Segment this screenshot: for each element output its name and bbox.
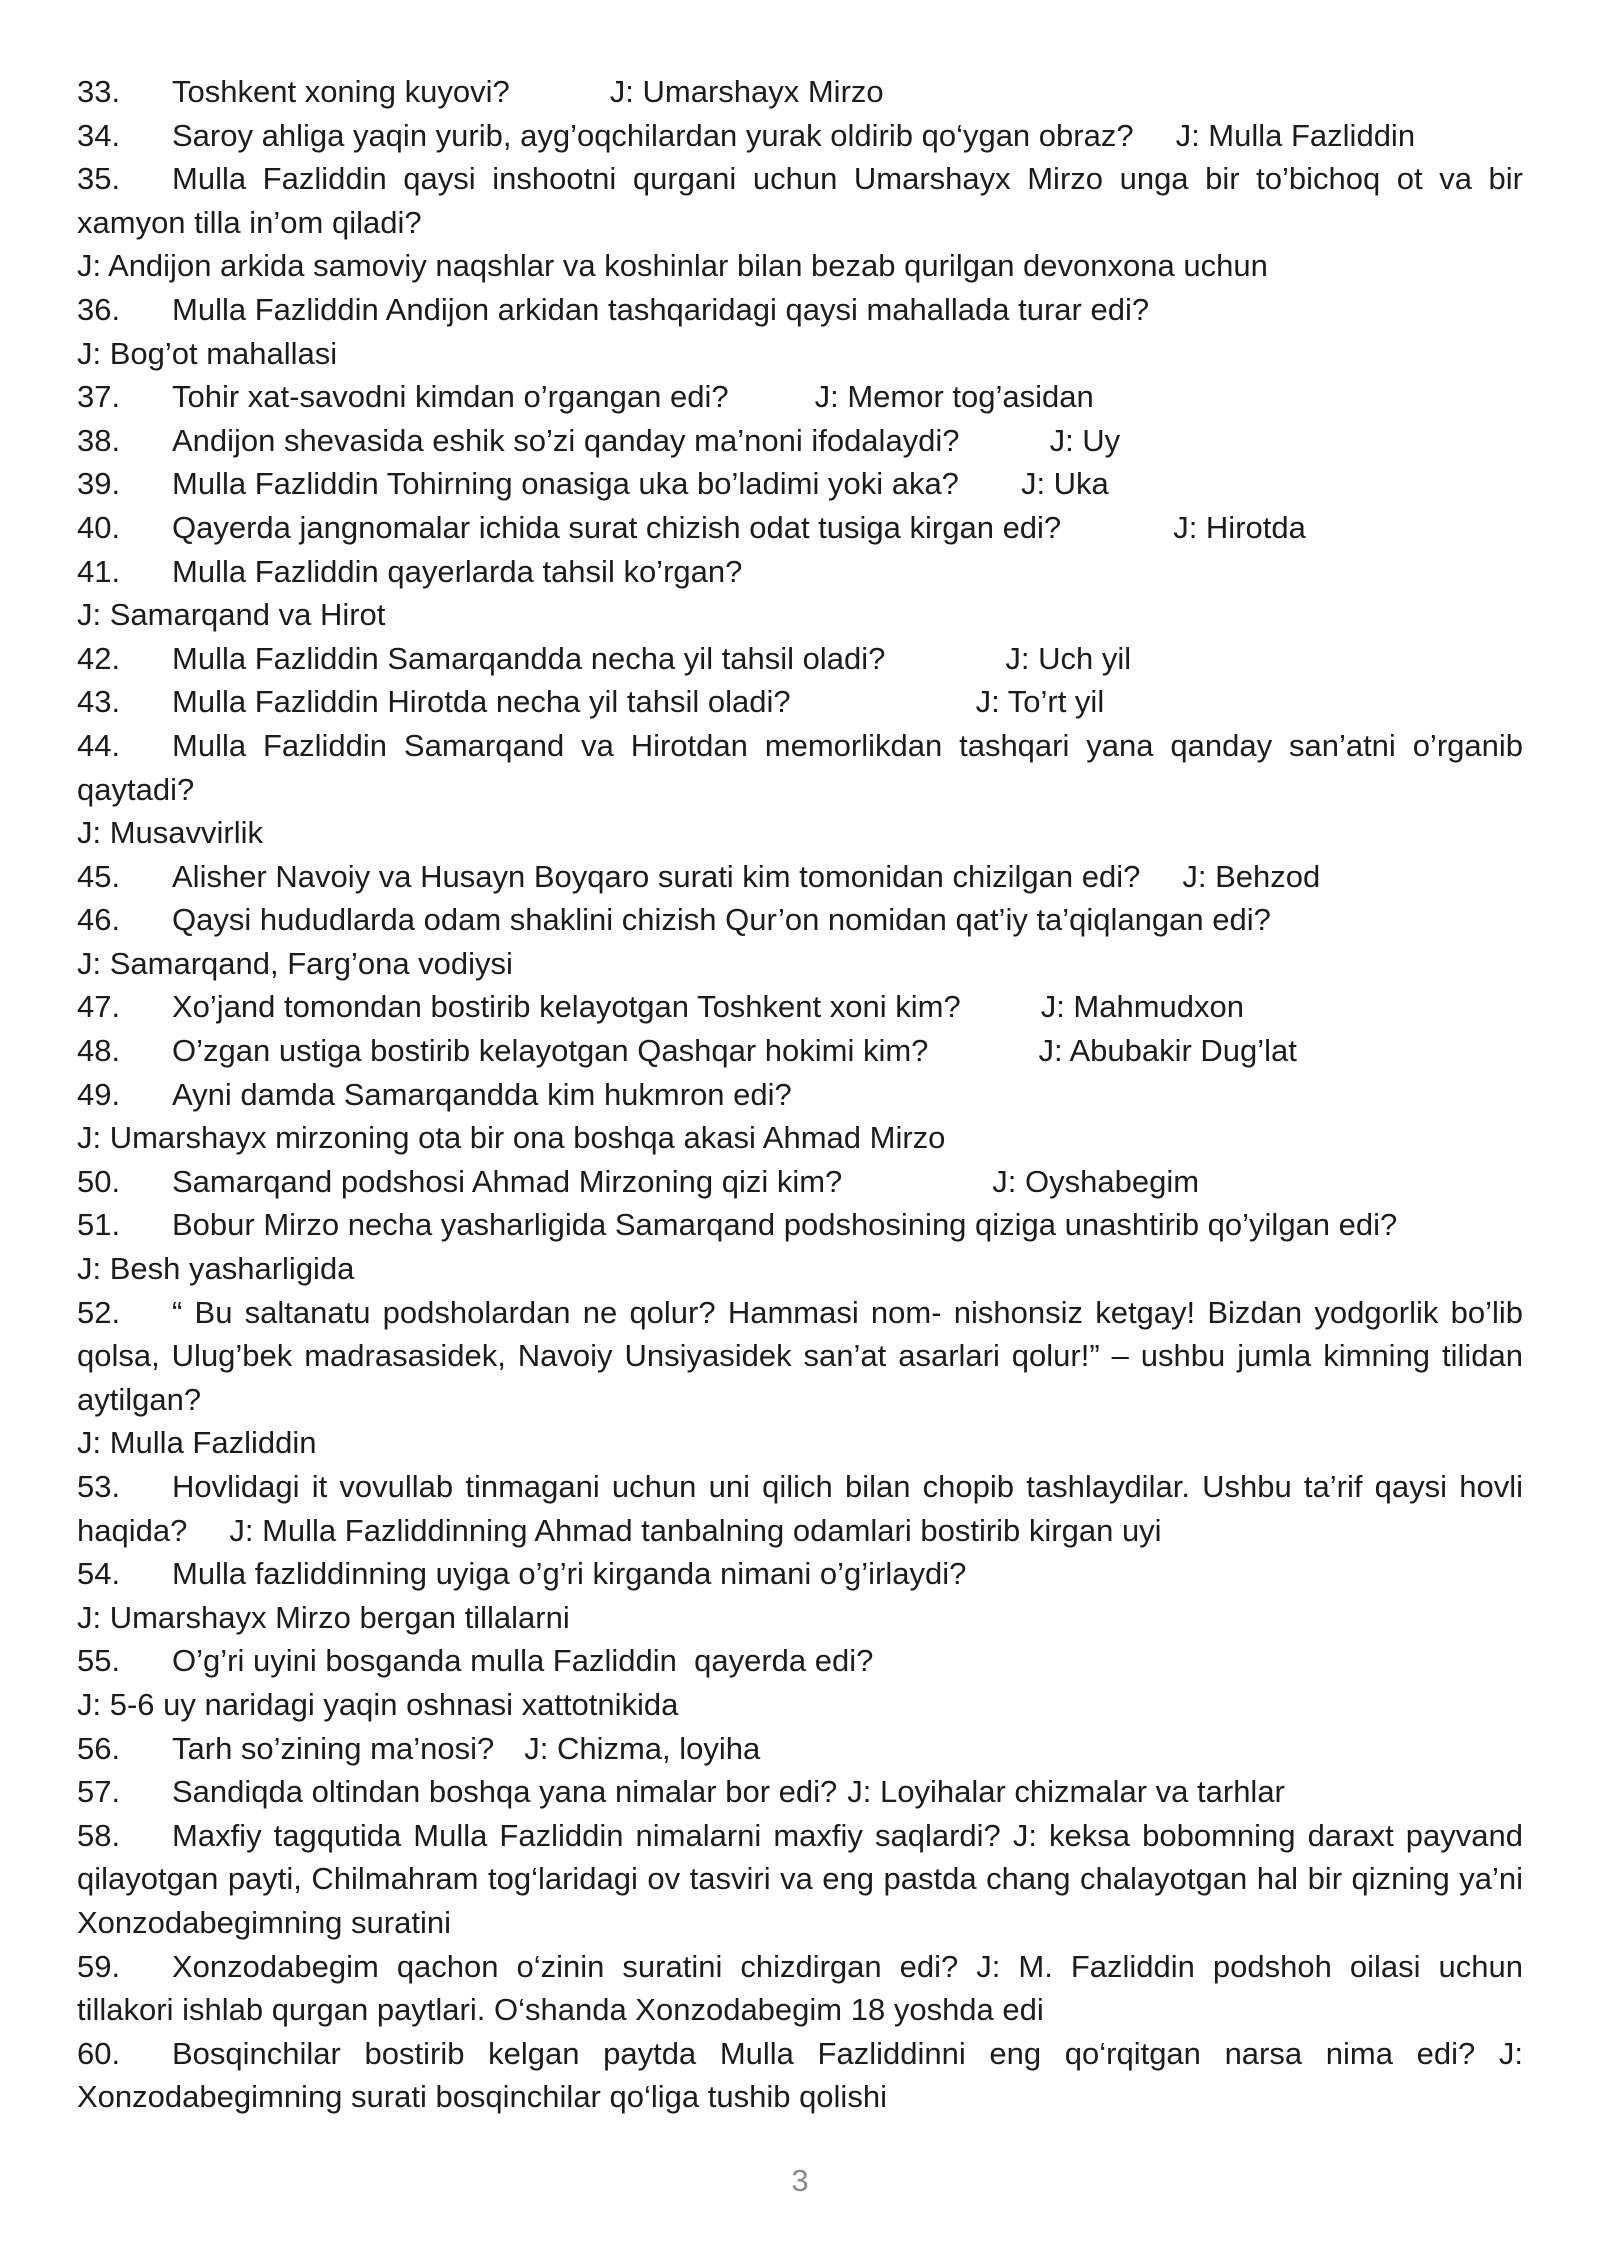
question-56 xyxy=(77,1727,1523,1771)
question-38 xyxy=(77,419,1523,463)
question-text: Ayni damda Samarqandda kim hukmron edi? xyxy=(172,1076,792,1112)
question-60 xyxy=(77,2032,1523,2119)
question-text: Qaysi hududlarda odam shaklini chizish Qur’on nomidan qat’iy ta’qiqlangan edi? xyxy=(172,902,1271,938)
question-number: 39. xyxy=(77,466,121,502)
page-number: 3 xyxy=(791,2163,809,2198)
question-number: 44. xyxy=(77,727,121,763)
question-number: 34. xyxy=(77,117,121,153)
question-44 xyxy=(77,724,1523,811)
question-35 xyxy=(77,157,1523,244)
question-number: 54. xyxy=(77,1556,121,1592)
question-number: 41. xyxy=(77,553,121,589)
question-number: 36. xyxy=(77,291,121,327)
answer-52: J: Mulla Fazliddin xyxy=(77,1425,317,1461)
question-text: Alisher Navoiy va Husayn Boyqaro surati kim tomonidan chizilgan edi? xyxy=(172,858,1141,894)
question-50 xyxy=(77,1160,1523,1204)
question-49 xyxy=(77,1073,1523,1117)
question-number: 49. xyxy=(77,1076,121,1112)
question-58 xyxy=(77,1814,1523,1945)
question-text: Bobur Mirzo necha yasharligida Samarqand podshosining qiziga unashtirib qo’yilgan edi? xyxy=(172,1207,1398,1243)
question-text: Tarh so’zining ma’nosi? xyxy=(172,1730,495,1766)
answer-text: J: Behzod xyxy=(1182,858,1321,894)
question-text: Xo’jand tomondan bostirib kelayotgan Toshkent xoni kim? xyxy=(172,989,961,1025)
question-text: Andijon shevasida eshik so’zi qanday ma’noni ifodalaydi? xyxy=(172,422,960,458)
question-number: 35. xyxy=(77,161,121,197)
question-46 xyxy=(77,898,1523,942)
question-text: O’zgan ustiga bostirib kelayotgan Qashqar hokimi kim? xyxy=(172,1033,929,1069)
question-number: 40. xyxy=(77,509,121,545)
question-54 xyxy=(77,1552,1523,1596)
answer-55: J: 5-6 uy naridagi yaqin oshnasi xattotnikida xyxy=(77,1686,679,1722)
question-59 xyxy=(77,1945,1523,2032)
question-number: 51. xyxy=(77,1207,121,1243)
question-53 xyxy=(77,1465,1523,1552)
question-text: O’g’ri uyini bosganda mulla Fazliddin qayerda edi? xyxy=(172,1643,874,1679)
answer-text: J: Mulla Fazliddinning Ahmad tanbalning odamlari bostirib kirgan uyi xyxy=(229,1512,1162,1548)
question-number: 60. xyxy=(77,2035,121,2071)
answer-text: J: To’rt yil xyxy=(975,684,1105,720)
answer-text: J: Mahmudxon xyxy=(1040,989,1245,1025)
question-43 xyxy=(77,680,1523,724)
question-47 xyxy=(77,985,1523,1029)
question-text: “ Bu saltanatu podsholardan ne qolur? Hammasi nom- nishonsiz ketgay! Bizdan yodgorlik bo’lib qolsa, Ulug’bek madrasasidek, Navoiy Unsiyasidek san’at asarlari qolur!” – ushbu jumla kimning tilidan aytilgan? xyxy=(77,1294,1523,1417)
answer-text: J: Uch yil xyxy=(1005,640,1132,676)
answer-text: J: Uy xyxy=(1049,422,1121,458)
question-52 xyxy=(77,1291,1523,1422)
question-45 xyxy=(77,855,1523,899)
question-text: Mulla Fazliddin Hirotda necha yil tahsil oladi? xyxy=(172,684,791,720)
answer-text: J: Memor tog’asidan xyxy=(814,379,1094,415)
answer-text: J: Chizma, loyiha xyxy=(524,1730,761,1766)
question-text: Mulla Fazliddin Tohirning onasiga uka bo’ladimi yoki aka? xyxy=(172,466,959,502)
question-number: 56. xyxy=(77,1730,121,1766)
answer-44: J: Musavvirlik xyxy=(77,815,264,851)
answer-text: J: Loyihalar chizmalar va tarhlar xyxy=(847,1774,1285,1810)
question-number: 52. xyxy=(77,1294,121,1330)
answer-35: J: Andijon arkida samoviy naqshlar va koshinlar bilan bezab qurilgan devonxona uchun xyxy=(77,248,1268,284)
question-55 xyxy=(77,1639,1523,1683)
answer-text: J: Umarshayx Mirzo xyxy=(609,74,884,109)
question-number: 37. xyxy=(77,379,121,415)
question-text: Maxfiy tagqutida Mulla Fazliddin nimalarni maxfiy saqlardi? xyxy=(172,1817,1001,1853)
question-number: 53. xyxy=(77,1469,121,1504)
question-number: 42. xyxy=(77,640,121,676)
question-number: 33. xyxy=(77,74,121,109)
question-text: Mulla fazliddinning uyiga o’g’ri kirganda nimani o’g’irlaydi? xyxy=(172,1556,967,1592)
question-36 xyxy=(77,288,1523,332)
question-42 xyxy=(77,637,1523,681)
question-number: 50. xyxy=(77,1163,121,1199)
question-text: Mulla Fazliddin Samarqand va Hirotdan memorlikdan tashqari yana qanday san’atni o’rganib qaytadi? xyxy=(77,727,1523,807)
answer-54: J: Umarshayx Mirzo bergan tillalarni xyxy=(77,1599,570,1635)
answer-text: J: M. Fazliddin podshoh oilasi uchun tillakori ishlab qurgan paytlari. O‘shanda Xonzodabegim 18 yoshda edi xyxy=(77,1948,1523,2028)
answer-text: J: Abubakir Dug’lat xyxy=(1038,1033,1297,1069)
question-text: Hovlidagi it vovullab tinmagani uchun uni qilich bilan chopib tashlaydilar. Ushbu ta’rif qaysi hovli haqida? xyxy=(77,1469,1523,1548)
question-33 xyxy=(77,70,1523,114)
answer-text: J: Mulla Fazliddin xyxy=(1175,117,1416,153)
question-text: Mulla Fazliddin Andijon arkidan tashqaridagi qaysi mahallada turar edi? xyxy=(172,291,1150,327)
question-text: Bosqinchilar bostirib kelgan paytda Mulla Fazliddinni eng qo‘rqitgan narsa nima edi? xyxy=(172,2035,1476,2071)
question-39 xyxy=(77,462,1523,506)
question-number: 38. xyxy=(77,422,121,458)
question-number: 43. xyxy=(77,684,121,720)
question-number: 57. xyxy=(77,1774,121,1810)
answer-text: J: Xonzodabegimning surati bosqinchilar qo‘liga tushib qolishi xyxy=(77,2035,1523,2115)
question-51 xyxy=(77,1203,1523,1247)
question-text: Xonzodabegim qachon o‘zinin suratini chizdirgan edi? xyxy=(172,1948,959,1984)
question-48 xyxy=(77,1029,1523,1073)
question-34 xyxy=(77,114,1523,158)
question-41 xyxy=(77,550,1523,594)
question-text: Mulla Fazliddin Samarqandda necha yil tahsil oladi? xyxy=(172,640,886,676)
question-40 xyxy=(77,506,1523,550)
question-text: Saroy ahliga yaqin yurib, ayg’oqchilardan yurak oldirib qo‘ygan obraz? xyxy=(172,117,1134,153)
question-text: Sandiqda oltindan boshqa yana nimalar bor edi? xyxy=(172,1774,838,1810)
question-number: 48. xyxy=(77,1033,121,1069)
question-number: 58. xyxy=(77,1817,121,1853)
answer-49: J: Umarshayx mirzoning ota bir ona boshqa akasi Ahmad Mirzo xyxy=(77,1120,946,1156)
answer-text: J: keksa bobomning daraxt payvand qilayotgan payti, Chilmahram tog‘laridagi ov tasviri va eng pastda chang chalayotgan hal bir qizning ya’ni Xonzodabegimning suratini xyxy=(77,1817,1523,1940)
question-number: 47. xyxy=(77,989,121,1025)
question-text: Toshkent xoning kuyovi? xyxy=(172,74,510,109)
question-text: Samarqand podshosi Ahmad Mirzoning qizi kim? xyxy=(172,1163,843,1199)
answer-51: J: Besh yasharligida xyxy=(77,1251,355,1287)
answer-41: J: Samarqand va Hirot xyxy=(77,597,386,633)
question-text: Mulla Fazliddin qaysi inshootni qurgani uchun Umarshayx Mirzo unga bir to’bichoq ot va bir xamyon tilla in’om qiladi? xyxy=(77,161,1523,240)
answer-text: J: Uka xyxy=(1020,466,1109,502)
question-number: 55. xyxy=(77,1643,121,1679)
question-text: Tohir xat-savodni kimdan o’rgangan edi? xyxy=(172,379,729,415)
question-number: 45. xyxy=(77,858,121,894)
question-number: 46. xyxy=(77,902,121,938)
question-text: Qayerda jangnomalar ichida surat chizish odat tusiga kirgan edi? xyxy=(172,509,1062,545)
answer-text: J: Hirotda xyxy=(1173,509,1306,545)
question-37 xyxy=(77,375,1523,419)
question-text: Mulla Fazliddin qayerlarda tahsil ko’rgan? xyxy=(172,553,743,589)
question-57 xyxy=(77,1770,1523,1814)
answer-46: J: Samarqand, Farg’ona vodiysi xyxy=(77,945,513,981)
answer-text: J: Oyshabegim xyxy=(992,1163,1200,1199)
answer-36: J: Bog’ot mahallasi xyxy=(77,335,338,371)
question-number: 59. xyxy=(77,1948,121,1984)
